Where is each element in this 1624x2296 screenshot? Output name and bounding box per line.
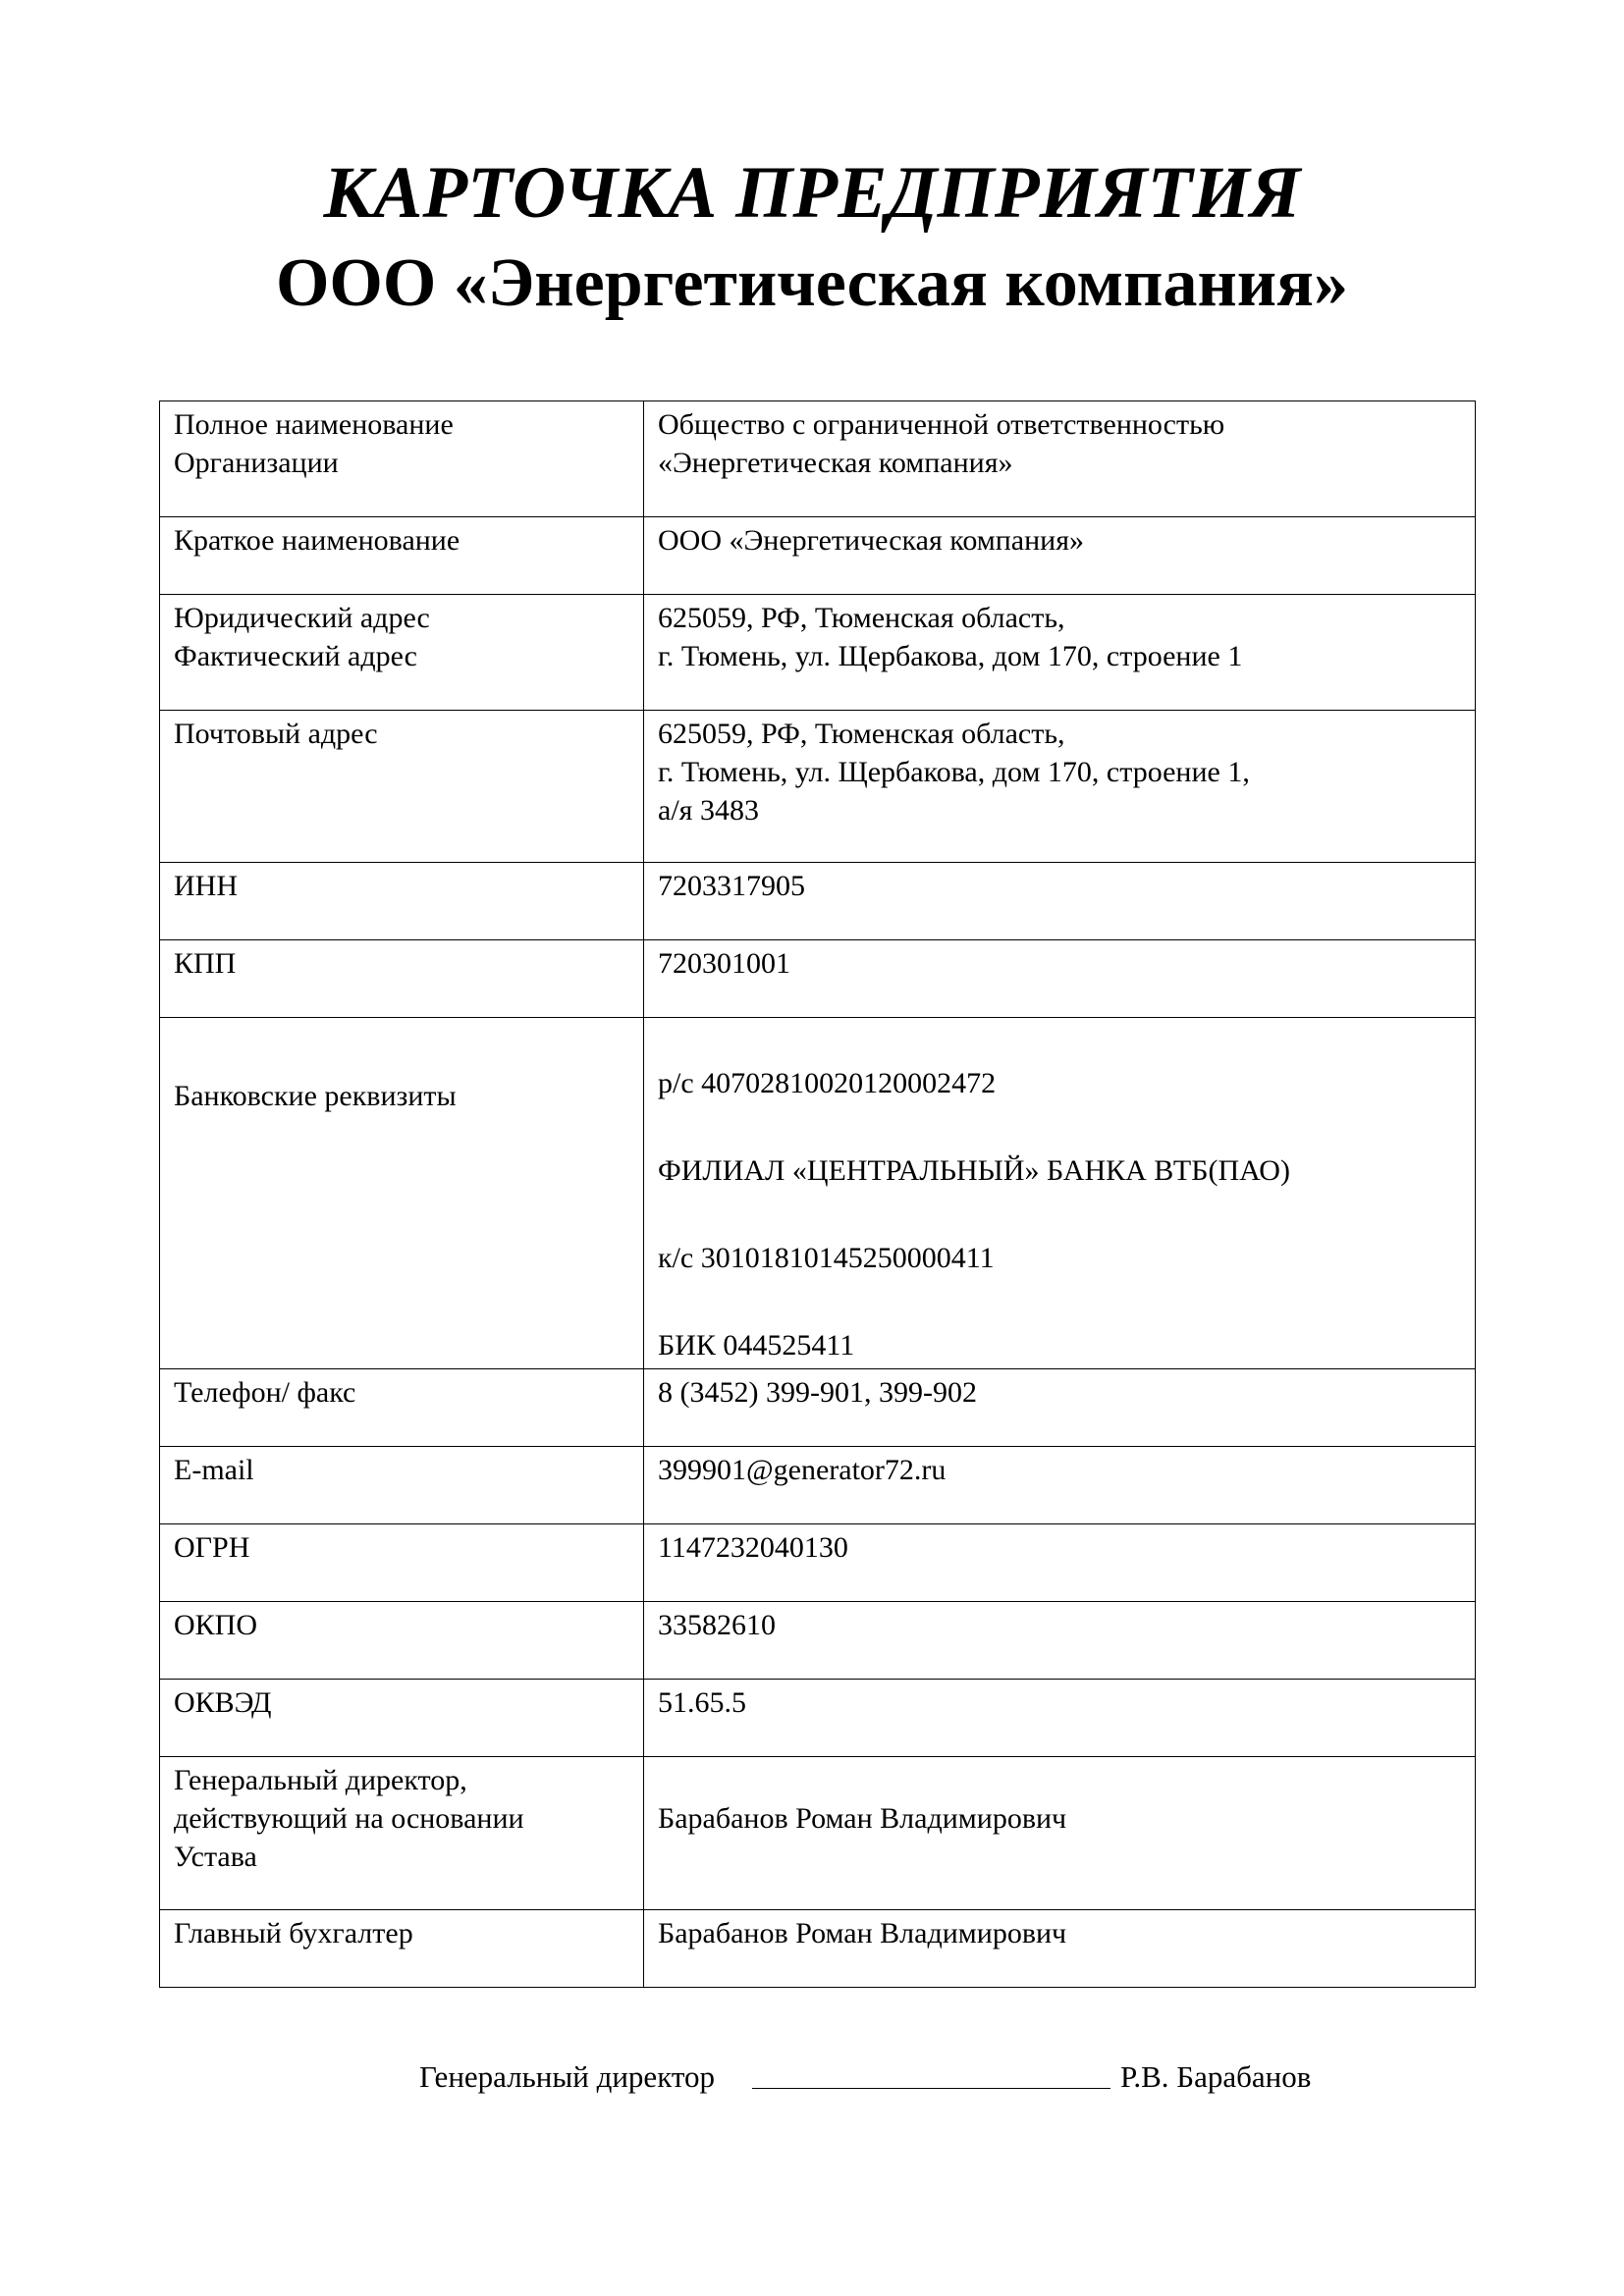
label-text: ОКВЭД bbox=[174, 1686, 272, 1719]
table-row-legal-address bbox=[160, 595, 1476, 711]
table-row-ogrn bbox=[160, 1524, 1476, 1602]
value-cell bbox=[644, 711, 1476, 863]
value-cell bbox=[644, 595, 1476, 711]
value-cell bbox=[644, 1602, 1476, 1680]
value-cell bbox=[644, 940, 1476, 1018]
label-cell bbox=[160, 1910, 644, 1988]
label-cell bbox=[160, 401, 644, 517]
table-row-bank-details bbox=[160, 1018, 1476, 1369]
table-row-short-name bbox=[160, 517, 1476, 595]
value-text: 51.65.5 bbox=[658, 1686, 746, 1719]
value-text: 7203317905 bbox=[658, 870, 805, 902]
value-cell bbox=[644, 1910, 1476, 1988]
value-cell bbox=[644, 1018, 1476, 1369]
label-text: Юридический адрес bbox=[174, 602, 430, 634]
label-text: E-mail bbox=[174, 1454, 254, 1486]
label-text: ОГРН bbox=[174, 1531, 250, 1564]
signature-name: Р.В. Барабанов bbox=[1120, 2059, 1312, 2094]
value-text: «Энергетическая компания» bbox=[658, 447, 1013, 479]
label-text: Банковские реквизиты bbox=[174, 1080, 457, 1112]
table-row-chief-accountant bbox=[160, 1910, 1476, 1988]
label-cell bbox=[160, 1018, 644, 1369]
label-text: Генеральный директор, bbox=[174, 1764, 467, 1796]
bank-name-text: ФИЛИАЛ «ЦЕНТРАЛЬНЫЙ» БАНКА ВТБ(ПАО) bbox=[658, 1154, 1290, 1187]
document-header bbox=[0, 147, 1624, 328]
value-cell bbox=[644, 863, 1476, 940]
signature-position: Генеральный директор bbox=[419, 2059, 715, 2094]
table-row-okved bbox=[160, 1680, 1476, 1757]
value-text: 8 (3452) 399-901, 399-902 bbox=[658, 1376, 977, 1409]
value-text: ООО «Энергетическая компания» bbox=[658, 524, 1085, 557]
label-text: КПП bbox=[174, 947, 237, 980]
value-text: Барабанов Роман Владимирович bbox=[658, 1802, 1067, 1835]
signature-line bbox=[752, 2088, 1110, 2089]
value-cell bbox=[644, 1369, 1476, 1447]
bank-account-text: р/с 40702810020120002472 bbox=[658, 1067, 997, 1099]
label-text: ИНН bbox=[174, 870, 238, 902]
value-text: а/я 3483 bbox=[658, 794, 759, 827]
value-cell bbox=[644, 517, 1476, 595]
value-text: 1147232040130 bbox=[658, 1531, 848, 1564]
label-cell bbox=[160, 1602, 644, 1680]
table-row-inn bbox=[160, 863, 1476, 940]
value-cell bbox=[644, 1680, 1476, 1757]
table-row-postal-address bbox=[160, 711, 1476, 863]
value-text: Барабанов Роман Владимирович bbox=[658, 1917, 1067, 1949]
value-cell bbox=[644, 1524, 1476, 1602]
table-row-general-director bbox=[160, 1757, 1476, 1910]
company-details-table bbox=[159, 400, 1476, 1988]
value-cell bbox=[644, 1447, 1476, 1524]
label-cell bbox=[160, 1680, 644, 1757]
label-text: Главный бухгалтер bbox=[174, 1917, 413, 1949]
label-cell bbox=[160, 1369, 644, 1447]
label-cell bbox=[160, 1447, 644, 1524]
table-row-kpp bbox=[160, 940, 1476, 1018]
value-text: 625059, РФ, Тюменская область, bbox=[658, 718, 1065, 750]
label-text: Полное наименование bbox=[174, 408, 454, 441]
document-title: КАРТОЧКА ПРЕДПРИЯТИЯ bbox=[323, 152, 1301, 234]
label-text: Краткое наименование bbox=[174, 524, 460, 557]
label-cell bbox=[160, 517, 644, 595]
value-cell bbox=[644, 401, 1476, 517]
value-text: 399901@generator72.ru bbox=[658, 1454, 947, 1486]
label-cell bbox=[160, 1757, 644, 1910]
label-cell bbox=[160, 595, 644, 711]
label-text: Устава bbox=[174, 1841, 257, 1873]
label-cell bbox=[160, 940, 644, 1018]
value-text: 33582610 bbox=[658, 1609, 776, 1641]
table-row-phone-fax bbox=[160, 1369, 1476, 1447]
label-text: действующий на основании bbox=[174, 1802, 524, 1835]
company-name-heading: ООО «Энергетическая компания» bbox=[275, 245, 1349, 321]
label-cell bbox=[160, 863, 644, 940]
value-text: 625059, РФ, Тюменская область, bbox=[658, 602, 1065, 634]
label-cell bbox=[160, 1524, 644, 1602]
label-text: Телефон/ факс bbox=[174, 1376, 356, 1409]
table-row-email bbox=[160, 1447, 1476, 1524]
table-row-full-name bbox=[160, 401, 1476, 517]
value-text: 720301001 bbox=[658, 947, 790, 980]
corr-account-text: к/с 30101810145250000411 bbox=[658, 1242, 995, 1274]
label-cell bbox=[160, 711, 644, 863]
label-text: ОКПО bbox=[174, 1609, 258, 1641]
label-text: Почтовый адрес bbox=[174, 718, 378, 750]
label-text: Организации bbox=[174, 447, 339, 479]
value-text: г. Тюмень, ул. Щербакова, дом 170, строение 1, bbox=[658, 756, 1250, 788]
value-text: г. Тюмень, ул. Щербакова, дом 170, строение 1 bbox=[658, 640, 1243, 672]
table-row-okpo bbox=[160, 1602, 1476, 1680]
value-cell bbox=[644, 1757, 1476, 1910]
label-text: Фактический адрес bbox=[174, 640, 417, 672]
value-text: Общество с ограниченной ответственностью bbox=[658, 408, 1225, 441]
bik-text: БИК 044525411 bbox=[658, 1329, 855, 1362]
